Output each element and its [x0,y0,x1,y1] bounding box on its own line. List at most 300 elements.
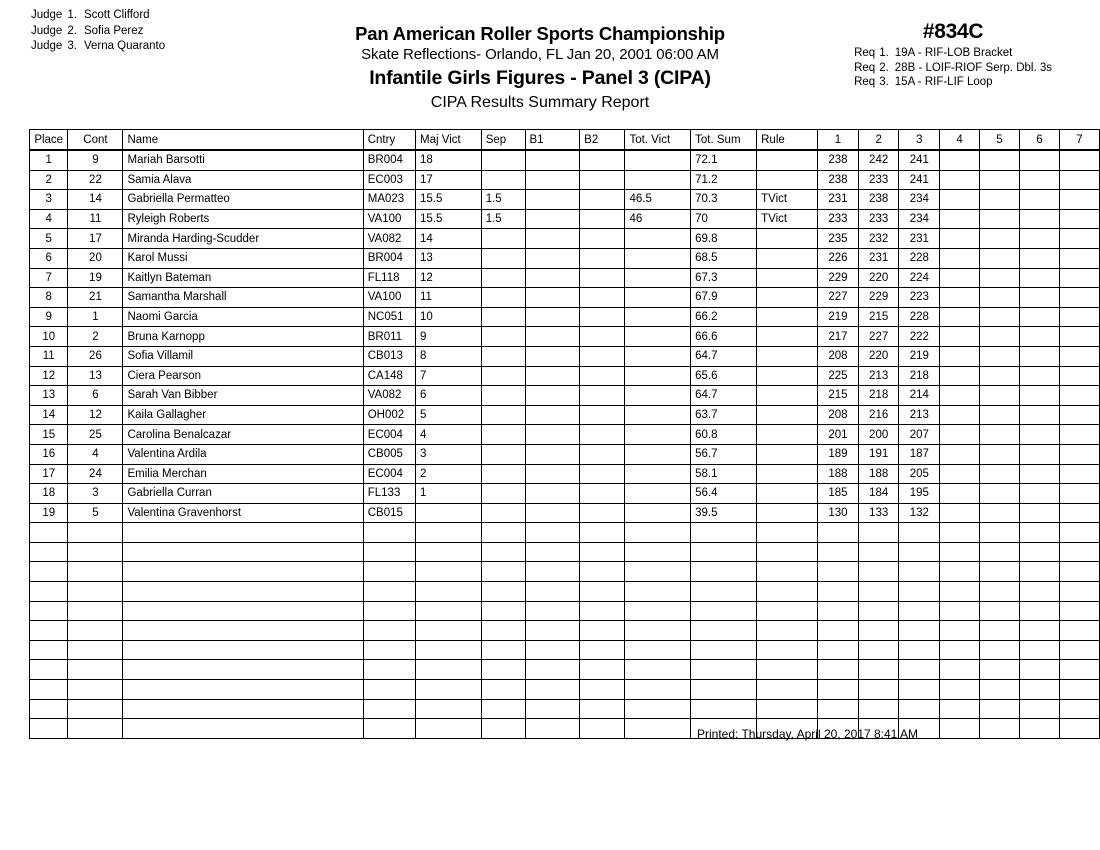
cell-empty [580,719,625,739]
column-header-b2: B2 [580,130,625,151]
cell-cntry: VA100 [363,209,415,229]
cell-empty [1019,582,1059,602]
cell-empty [899,699,940,719]
cell-tot-sum: 68.5 [691,248,757,268]
cell-judge-3: 187 [899,444,940,464]
cell-cont: 24 [68,464,123,484]
cell-b2 [580,268,625,288]
cell-tot-vict: 46.5 [625,190,691,210]
cell-judge-3: 241 [899,150,940,170]
cell-name: Naomi Garcia [123,307,363,327]
column-header-judge-7: 7 [1059,130,1099,151]
judge-entry [31,24,165,40]
cell-empty [858,542,899,562]
cell-cntry: BR004 [363,150,415,170]
column-header-tot-sum: Tot. Sum [691,130,757,151]
cell-cont: 22 [68,170,123,190]
cell-rule [757,484,818,504]
requirement-entry [854,46,1052,61]
cell-empty [1059,640,1099,660]
cell-empty [580,523,625,543]
cell-cntry: VA100 [363,288,415,308]
cell-empty [625,621,691,641]
cell-judge-4 [940,346,980,366]
cell-cntry: BR004 [363,248,415,268]
cell-empty [123,621,363,641]
cell-empty [30,582,68,602]
cell-b2 [580,288,625,308]
cell-empty [625,601,691,621]
cell-empty [691,640,757,660]
cell-tot-sum: 66.2 [691,307,757,327]
cell-judge-7 [1059,229,1099,249]
cell-judge-6 [1019,248,1059,268]
cell-empty [1019,523,1059,543]
cell-empty [68,601,123,621]
cell-empty [980,680,1020,700]
requirement-number: 2. [879,61,889,74]
cell-b1 [525,327,580,347]
cell-tot-sum: 67.9 [691,288,757,308]
cell-cont: 21 [68,288,123,308]
cell-judge-3: 228 [899,307,940,327]
cell-name: Samia Alava [123,170,363,190]
cell-place: 6 [30,248,68,268]
cell-empty [980,523,1020,543]
cell-empty [30,719,68,739]
cell-empty [123,523,363,543]
cell-empty [416,601,482,621]
judge-name: Sofia Perez [83,24,144,37]
cell-empty [363,562,415,582]
table-row [30,444,1100,464]
column-header-place: Place [30,130,68,151]
cell-judge-7 [1059,150,1099,170]
cell-tot-vict [625,386,691,406]
cell-tot-vict [625,248,691,268]
cell-judge-5 [980,170,1020,190]
cell-maj-vict: 3 [416,444,482,464]
cell-empty [691,621,757,641]
cell-judge-1: 208 [818,405,859,425]
cell-empty [1019,621,1059,641]
cell-judge-7 [1059,405,1099,425]
cell-empty [30,660,68,680]
requirement-entry [854,75,1052,90]
cell-judge-1: 185 [818,484,859,504]
cell-judge-2: 220 [858,346,899,366]
cell-empty [525,542,580,562]
cell-judge-1: 215 [818,386,859,406]
requirement-number: 3. [879,76,889,88]
cell-judge-7 [1059,484,1099,504]
cell-judge-4 [940,307,980,327]
cell-judge-1: 201 [818,425,859,445]
cell-cont: 25 [68,425,123,445]
cell-empty [68,582,123,602]
table-row [30,150,1100,170]
cell-judge-4 [940,150,980,170]
table-row [30,268,1100,288]
cell-b2 [580,150,625,170]
cell-empty [416,523,482,543]
table-row [30,209,1100,229]
cell-judge-7 [1059,366,1099,386]
cell-judge-6 [1019,307,1059,327]
cell-b1 [525,307,580,327]
report-subtitle: CIPA Results Summary Report [430,94,650,111]
cell-judge-1: 229 [818,268,859,288]
cell-tot-sum: 72.1 [691,150,757,170]
cell-judge-4 [940,190,980,210]
cell-empty [525,582,580,602]
cell-judge-4 [940,464,980,484]
column-header-judge-2: 2 [858,130,899,151]
cell-empty [1059,542,1099,562]
cell-empty [416,621,482,641]
cell-place: 7 [30,268,68,288]
cell-judge-7 [1059,464,1099,484]
cell-sep [481,503,525,523]
cell-judge-2: 191 [858,444,899,464]
cell-empty [481,582,525,602]
cell-empty [625,719,691,739]
cell-empty [757,601,818,621]
cell-empty [980,621,1020,641]
cell-place: 17 [30,464,68,484]
cell-empty [899,640,940,660]
requirement-label: Req [854,61,876,74]
column-header-b1: B1 [525,130,580,151]
cell-b1 [525,288,580,308]
table-row-empty [30,719,1100,739]
cell-rule [757,288,818,308]
cell-maj-vict: 12 [416,268,482,288]
cell-empty [363,542,415,562]
cell-cntry: CB015 [363,503,415,523]
cell-empty [757,621,818,641]
print-timestamp: Printed: Thursday, April 20, 2017 8:41 AM [697,727,919,741]
table-row-empty [30,621,1100,641]
cell-empty [481,640,525,660]
requirement-text: 28B - LOIF-RIOF Serp. Dbl. 3s [894,61,1052,74]
cell-empty [525,680,580,700]
cell-empty [818,660,859,680]
cell-judge-4 [940,366,980,386]
cell-b2 [580,248,625,268]
cell-judge-3: 207 [899,425,940,445]
cell-b2 [580,464,625,484]
table-row [30,248,1100,268]
table-header-row [30,130,1100,151]
column-header-judge-4: 4 [940,130,980,151]
cell-b2 [580,346,625,366]
cell-place: 3 [30,190,68,210]
judge-number: 3. [67,40,77,52]
cell-judge-6 [1019,150,1059,170]
column-header-judge-1: 1 [818,130,859,151]
cell-empty [757,523,818,543]
cell-judge-2: 184 [858,484,899,504]
cell-place: 10 [30,327,68,347]
judge-entry [31,39,165,55]
cell-empty [30,562,68,582]
table-row [30,170,1100,190]
cell-place: 11 [30,346,68,366]
cell-judge-1: 130 [818,503,859,523]
cell-empty [818,601,859,621]
cell-empty [363,680,415,700]
results-table [29,129,1100,739]
cell-maj-vict: 6 [416,386,482,406]
cell-empty [580,582,625,602]
cell-judge-6 [1019,405,1059,425]
requirement-text: 15A - RIF-LIF Loop [894,76,993,88]
cell-judge-6 [1019,346,1059,366]
cell-empty [580,621,625,641]
cell-place: 16 [30,444,68,464]
cell-empty [1059,621,1099,641]
table-row-empty [30,582,1100,602]
column-header-sep: Sep [481,130,525,151]
cell-cntry: EC004 [363,464,415,484]
cell-rule [757,307,818,327]
cell-empty [525,562,580,582]
cell-rule: TVict [757,209,818,229]
requirement-label: Req [854,47,876,59]
cell-judge-3: 214 [899,386,940,406]
cell-judge-7 [1059,444,1099,464]
cell-empty [30,601,68,621]
cell-judge-5 [980,444,1020,464]
table-row [30,307,1100,327]
cell-empty [691,562,757,582]
cell-rule [757,346,818,366]
cell-empty [363,719,415,739]
cell-judge-4 [940,484,980,504]
cell-judge-7 [1059,307,1099,327]
cell-empty [525,699,580,719]
cell-maj-vict: 5 [416,405,482,425]
cell-empty [123,719,363,739]
cell-judge-5 [980,248,1020,268]
requirement-text: 19A - RIF-LOB Bracket [894,47,1013,59]
table-row [30,366,1100,386]
cell-empty [481,562,525,582]
cell-judge-2: 220 [858,268,899,288]
cell-empty [481,719,525,739]
cell-name: Valentina Ardila [123,444,363,464]
cell-maj-vict: 1 [416,484,482,504]
cell-tot-vict [625,484,691,504]
cell-judge-4 [940,229,980,249]
cell-judge-6 [1019,170,1059,190]
cell-tot-vict [625,229,691,249]
cell-name: Gabriella Curran [123,484,363,504]
cell-judge-4 [940,405,980,425]
cell-empty [691,601,757,621]
cell-empty [68,621,123,641]
cell-cntry: NC051 [363,307,415,327]
cell-empty [123,660,363,680]
cell-judge-5 [980,346,1020,366]
cell-judge-5 [980,366,1020,386]
venue-datetime: Skate Reflections- Orlando, FL Jan 20, 2001 06:00 AM [361,46,719,63]
cell-empty [1019,680,1059,700]
column-header-judge-6: 6 [1019,130,1059,151]
cell-judge-7 [1059,288,1099,308]
cell-b1 [525,484,580,504]
cell-judge-2: 215 [858,307,899,327]
cell-empty [818,680,859,700]
cell-b1 [525,386,580,406]
cell-tot-vict [625,327,691,347]
cell-sep [481,484,525,504]
cell-empty [625,582,691,602]
cell-empty [691,542,757,562]
cell-empty [481,680,525,700]
table-row [30,405,1100,425]
cell-sep [481,346,525,366]
cell-judge-4 [940,327,980,347]
cell-name: Gabriella Permatteo [123,190,363,210]
cell-b2 [580,405,625,425]
cell-b1 [525,464,580,484]
cell-empty [940,582,980,602]
cell-empty [525,660,580,680]
cell-name: Karol Mussi [123,248,363,268]
table-row [30,346,1100,366]
cell-judge-1: 189 [818,444,859,464]
cell-place: 15 [30,425,68,445]
cell-b2 [580,484,625,504]
cell-judge-4 [940,386,980,406]
cell-b1 [525,346,580,366]
cell-empty [818,542,859,562]
judge-label: Judge [31,40,63,52]
cell-judge-2: 233 [858,209,899,229]
cell-tot-sum: 71.2 [691,170,757,190]
cell-empty [818,523,859,543]
cell-tot-sum: 67.3 [691,268,757,288]
cell-judge-7 [1059,248,1099,268]
requirement-entry [854,61,1052,76]
cell-empty [940,601,980,621]
cell-tot-vict [625,346,691,366]
cell-empty [416,719,482,739]
report-header [230,22,850,115]
cell-cont: 11 [68,209,123,229]
column-header-name: Name [123,130,363,151]
cell-place: 12 [30,366,68,386]
cell-tot-vict [625,170,691,190]
cell-empty [416,562,482,582]
cell-empty [940,621,980,641]
cell-rule [757,464,818,484]
cell-judge-1: 188 [818,464,859,484]
cell-judge-5 [980,268,1020,288]
cell-empty [481,660,525,680]
cell-empty [416,699,482,719]
cell-empty [1019,719,1059,739]
cell-empty [757,660,818,680]
cell-empty [691,699,757,719]
column-header-cont: Cont [68,130,123,151]
cell-sep [481,288,525,308]
cell-empty [940,640,980,660]
cell-b2 [580,503,625,523]
cell-b2 [580,327,625,347]
cell-judge-2: 229 [858,288,899,308]
cell-cntry: FL118 [363,268,415,288]
cell-empty [525,640,580,660]
cell-judge-4 [940,288,980,308]
cell-empty [580,640,625,660]
cell-rule [757,386,818,406]
cell-tot-vict [625,288,691,308]
cell-empty [30,699,68,719]
cell-judge-1: 217 [818,327,859,347]
cell-rule [757,150,818,170]
cell-empty [525,719,580,739]
cell-maj-vict: 15.5 [416,190,482,210]
cell-empty [625,680,691,700]
cell-empty [691,680,757,700]
cell-judge-5 [980,386,1020,406]
cell-tot-sum: 70.3 [691,190,757,210]
cell-cntry: VA082 [363,386,415,406]
cell-empty [858,601,899,621]
cell-tot-sum: 69.8 [691,229,757,249]
cell-empty [1059,523,1099,543]
cell-judge-2: 242 [858,150,899,170]
cell-tot-sum: 64.7 [691,386,757,406]
column-header-judge-3: 3 [899,130,940,151]
cell-judge-7 [1059,503,1099,523]
cell-empty [980,660,1020,680]
cell-judge-2: 232 [858,229,899,249]
cell-judge-2: 233 [858,170,899,190]
table-row [30,327,1100,347]
cell-empty [691,523,757,543]
cell-empty [1019,660,1059,680]
cell-judge-7 [1059,327,1099,347]
cell-judge-3: 213 [899,405,940,425]
cell-tot-sum: 65.6 [691,366,757,386]
division-title: Infantile Girls Figures - Panel 3 (CIPA) [369,67,711,89]
cell-empty [1059,582,1099,602]
cell-empty [858,699,899,719]
cell-name: Ryleigh Roberts [123,209,363,229]
cell-name: Samantha Marshall [123,288,363,308]
cell-name: Kaila Gallagher [123,405,363,425]
cell-b2 [580,190,625,210]
cell-tot-sum: 39.5 [691,503,757,523]
judge-number: 1. [67,9,77,21]
cell-judge-7 [1059,209,1099,229]
cell-empty [940,562,980,582]
cell-empty [625,699,691,719]
cell-empty [416,680,482,700]
table-row [30,386,1100,406]
cell-empty [481,621,525,641]
cell-empty [940,699,980,719]
cell-sep [481,327,525,347]
cell-empty [363,640,415,660]
cell-sep [481,444,525,464]
cell-judge-1: 238 [818,150,859,170]
cell-empty [757,640,818,660]
